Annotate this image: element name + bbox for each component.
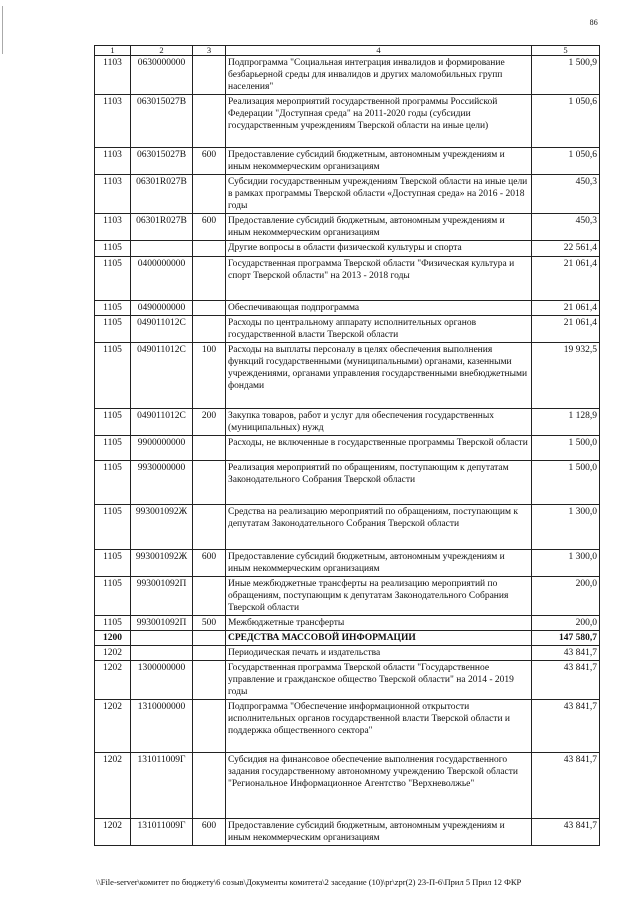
cell-type: [193, 631, 226, 646]
cell-amount: 21 061,4: [532, 257, 600, 301]
cell-type: [193, 257, 226, 301]
cell-name: Предоставление субсидий бюджетным, автономным учреждениям и иным некоммерческим организациям: [226, 550, 532, 577]
cell-code: 1300000000: [131, 661, 193, 700]
page-number: 86: [589, 18, 598, 27]
cell-code: [131, 631, 193, 646]
cell-code: 1310000000: [131, 700, 193, 753]
cell-amount: 1 128,9: [532, 409, 600, 436]
table-row: [95, 409, 600, 436]
cell-code: 063015027В: [131, 95, 193, 148]
cell-name: Закупка товаров, работ и услуг для обеспечения государственных (муниципальных) нужд: [226, 409, 532, 436]
table-row: [95, 753, 600, 819]
cell-section: 1105: [95, 616, 131, 631]
table-row: [95, 95, 600, 148]
table-row: [95, 700, 600, 753]
cell-name: Межбюджетные трансферты: [226, 616, 532, 631]
cell-type: [193, 505, 226, 550]
cell-type: [193, 577, 226, 616]
header-name: 4: [226, 46, 532, 56]
cell-type: 600: [193, 819, 226, 846]
cell-type: [193, 241, 226, 257]
table-row: [95, 631, 600, 646]
cell-name: СРЕДСТВА МАССОВОЙ ИНФОРМАЦИИ: [226, 631, 532, 646]
cell-amount: 450,3: [532, 214, 600, 241]
table-row: [95, 343, 600, 409]
table-row: [95, 241, 600, 257]
cell-code: 993001092Ж: [131, 550, 193, 577]
cell-amount: 450,3: [532, 175, 600, 214]
cell-section: 1103: [95, 214, 131, 241]
cell-code: [131, 241, 193, 257]
cell-name: Предоставление субсидий бюджетным, автономным учреждениям и иным некоммерческим организациям: [226, 148, 532, 175]
cell-type: [193, 316, 226, 343]
cell-section: 1105: [95, 316, 131, 343]
cell-name: Расходы на выплаты персоналу в целях обеспечения выполнения функций государственными (муниципальными) органами, казенными учреждениями, органами управления государственными внебюджетными фондами: [226, 343, 532, 409]
cell-code: 06301R027В: [131, 214, 193, 241]
cell-code: 993001092П: [131, 577, 193, 616]
cell-section: 1105: [95, 301, 131, 316]
table-row: [95, 616, 600, 631]
table-row: [95, 148, 600, 175]
cell-section: 1105: [95, 241, 131, 257]
cell-amount: 1 050,6: [532, 95, 600, 148]
cell-name: Периодическая печать и издательства: [226, 646, 532, 661]
cell-section: 1105: [95, 461, 131, 505]
cell-code: 0630000000: [131, 56, 193, 95]
cell-type: [193, 175, 226, 214]
cell-name: Государственная программа Тверской области "Государственное управление и гражданское общество Тверской области" на 2014 - 2019 годы: [226, 661, 532, 700]
cell-name: Субсидия на финансовое обеспечение выполнения государственного задания государственному автономному учреждению Тверской области "Региональное Информационное Агентство "Верхневолжье": [226, 753, 532, 819]
table-row: [95, 56, 600, 95]
cell-amount: 147 580,7: [532, 631, 600, 646]
header-code: 2: [131, 46, 193, 56]
table-row: [95, 301, 600, 316]
table-row: [95, 661, 600, 700]
cell-code: 06301R027В: [131, 175, 193, 214]
cell-amount: 21 061,4: [532, 301, 600, 316]
table-header-row: [95, 46, 600, 56]
cell-name: Государственная программа Тверской области "Физическая культура и спорт Тверской области" на 2013 - 2018 годы: [226, 257, 532, 301]
cell-name: Подпрограмма "Обеспечение информационной открытости исполнительных органов государственной власти Тверской области и поддержка общественного сектора": [226, 700, 532, 753]
budget-table: [94, 45, 600, 846]
cell-name: Иные межбюджетные трансферты на реализацию мероприятий по обращениям, поступающим к депутатам Законодательного Собрания Тверской области: [226, 577, 532, 616]
table-row: [95, 175, 600, 214]
cell-code: 049011012С: [131, 409, 193, 436]
table-row: [95, 316, 600, 343]
cell-section: 1105: [95, 409, 131, 436]
footer-file-path: \\File-server\комитет по бюджету\6 созыв\Документы комитета\2 заседание (10)\pr\zpr(2) 23-П-6\Прил 5 Прил 12 ФКР: [96, 877, 522, 887]
table-body: [95, 56, 600, 846]
cell-section: 1105: [95, 577, 131, 616]
cell-type: [193, 436, 226, 461]
cell-amount: 19 932,5: [532, 343, 600, 409]
cell-name: Реализация мероприятий государственной программы Российской Федерации "Доступная среда" на 2011-2020 годы (субсидии государственным учреждениям Тверской области на иные цели): [226, 95, 532, 148]
cell-code: 9900000000: [131, 436, 193, 461]
cell-amount: 1 050,6: [532, 148, 600, 175]
cell-section: 1103: [95, 175, 131, 214]
cell-amount: 1 300,0: [532, 505, 600, 550]
cell-code: 993001092П: [131, 616, 193, 631]
cell-code: 9930000000: [131, 461, 193, 505]
cell-section: 1202: [95, 753, 131, 819]
cell-amount: 43 841,7: [532, 700, 600, 753]
cell-type: [193, 753, 226, 819]
cell-section: 1105: [95, 257, 131, 301]
cell-name: Предоставление субсидий бюджетным, автономным учреждениям и иным некоммерческим организациям: [226, 819, 532, 846]
cell-section: 1103: [95, 56, 131, 95]
cell-name: Реализация мероприятий по обращениям, поступающим к депутатам Законодательного Собрания Тверской области: [226, 461, 532, 505]
table-row: [95, 257, 600, 301]
cell-section: 1202: [95, 661, 131, 700]
cell-code: 131011009Г: [131, 753, 193, 819]
cell-name: Подпрограмма "Социальная интеграция инвалидов и формирование безбарьерной среды для инвалидов и других маломобильных групп населения": [226, 56, 532, 95]
cell-type: [193, 646, 226, 661]
table-row: [95, 214, 600, 241]
cell-name: Обеспечивающая подпрограмма: [226, 301, 532, 316]
cell-section: 1103: [95, 95, 131, 148]
header-section: 1: [95, 46, 131, 56]
cell-name: Другие вопросы в области физической культуры и спорта: [226, 241, 532, 257]
cell-amount: 200,0: [532, 616, 600, 631]
header-amount: 5: [532, 46, 600, 56]
cell-section: 1202: [95, 646, 131, 661]
cell-amount: 1 500,0: [532, 461, 600, 505]
cell-code: 131011009Г: [131, 819, 193, 846]
cell-section: 1200: [95, 631, 131, 646]
cell-type: 100: [193, 343, 226, 409]
scan-edge-mark: [2, 6, 3, 54]
table-row: [95, 436, 600, 461]
cell-section: 1105: [95, 550, 131, 577]
cell-name: Субсидии государственным учреждениям Тверской области на иные цели в рамках программы Тверской области «Доступная среда» на 2016 - 2018 годы: [226, 175, 532, 214]
cell-code: [131, 646, 193, 661]
cell-amount: 43 841,7: [532, 753, 600, 819]
cell-amount: 43 841,7: [532, 661, 600, 700]
cell-type: 500: [193, 616, 226, 631]
cell-type: [193, 56, 226, 95]
cell-amount: 200,0: [532, 577, 600, 616]
table-row: [95, 577, 600, 616]
cell-amount: 43 841,7: [532, 819, 600, 846]
table-row: [95, 461, 600, 505]
cell-code: 049011012С: [131, 316, 193, 343]
table-row: [95, 646, 600, 661]
cell-name: Расходы по центральному аппарату исполнительных органов государственной власти Тверской области: [226, 316, 532, 343]
cell-type: 600: [193, 550, 226, 577]
cell-type: 600: [193, 148, 226, 175]
cell-section: 1105: [95, 436, 131, 461]
cell-type: 600: [193, 214, 226, 241]
cell-amount: 21 061,4: [532, 316, 600, 343]
table-row: [95, 505, 600, 550]
cell-amount: 1 500,9: [532, 56, 600, 95]
cell-type: [193, 301, 226, 316]
cell-section: 1105: [95, 343, 131, 409]
cell-code: 063015027В: [131, 148, 193, 175]
cell-section: 1103: [95, 148, 131, 175]
cell-type: [193, 95, 226, 148]
cell-amount: 43 841,7: [532, 646, 600, 661]
cell-type: [193, 661, 226, 700]
cell-amount: 1 500,0: [532, 436, 600, 461]
cell-type: 200: [193, 409, 226, 436]
cell-name: Средства на реализацию мероприятий по обращениям, поступающим к депутатам Законодательного Собрания Тверской области: [226, 505, 532, 550]
cell-type: [193, 700, 226, 753]
header-type: 3: [193, 46, 226, 56]
cell-section: 1202: [95, 819, 131, 846]
cell-amount: 22 561,4: [532, 241, 600, 257]
cell-type: [193, 461, 226, 505]
cell-name: Расходы, не включенные в государственные программы Тверской области: [226, 436, 532, 461]
cell-code: 0490000000: [131, 301, 193, 316]
cell-name: Предоставление субсидий бюджетным, автономным учреждениям и иным некоммерческим организациям: [226, 214, 532, 241]
cell-section: 1202: [95, 700, 131, 753]
cell-section: 1105: [95, 505, 131, 550]
cell-code: 049011012С: [131, 343, 193, 409]
table-row: [95, 550, 600, 577]
cell-code: 0400000000: [131, 257, 193, 301]
cell-amount: 1 300,0: [532, 550, 600, 577]
table-row: [95, 819, 600, 846]
cell-code: 993001092Ж: [131, 505, 193, 550]
